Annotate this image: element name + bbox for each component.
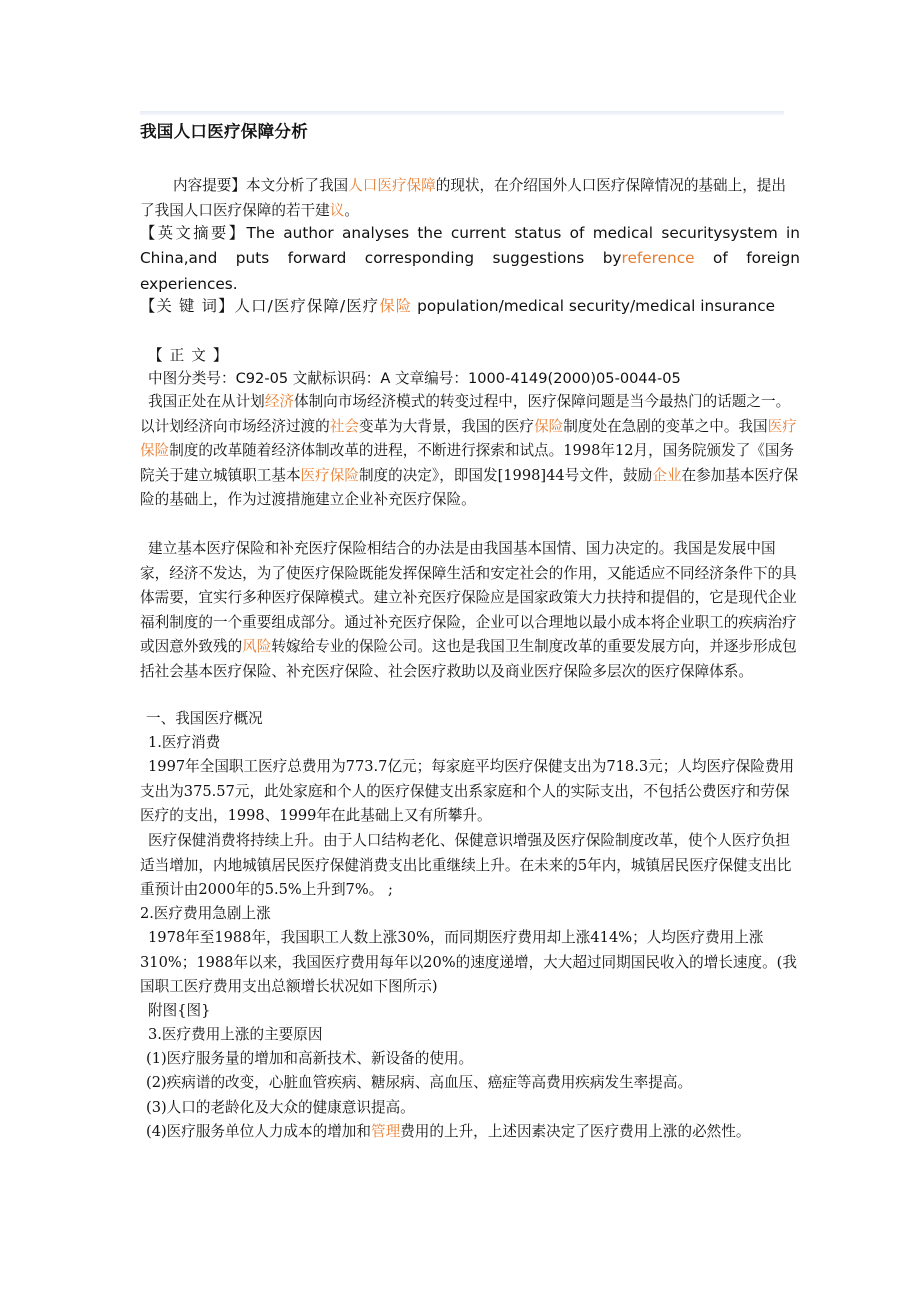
link-medical-insurance[interactable]: 医疗保险: [140, 417, 797, 460]
reason-1: (1)医疗服务量的增加和高新技术、新设备的使用。: [146, 1050, 474, 1067]
reason-2: (2)疾病谱的改变，心脏血管疾病、糖尿病、高血压、癌症等高费用疾病发生率提高。: [146, 1074, 693, 1091]
subheading-1: 1.医疗消费: [148, 734, 221, 751]
link-medical-insurance-2[interactable]: 医疗保险: [300, 466, 359, 484]
reason-4: (4)医疗服务单位人力成本的增加和管理费用的上升，上述因素决定了医疗费用上涨的必然性。: [146, 1123, 751, 1140]
abstract: 内容提要】本文分析了我国人口医疗保障的现状，在介绍国外人口医疗保障情况的基础上，提出了我国人口医疗保障的若干建议。: [140, 177, 786, 219]
english-abstract: 【英文摘要】The author analyses the current status of medical securitysystem in China,and puts forward corresponding suggestions byreference of foreign experiences.: [140, 224, 801, 293]
link-management[interactable]: 管理: [371, 1123, 401, 1140]
section-heading-1: 一、我国医疗概况: [146, 710, 263, 727]
classification-line: 中图分类号：C92-05 文献标识码：A 文章编号：1000-4149(2000)05-0044-05: [148, 370, 681, 387]
subheading-2: 2.医疗费用急剧上涨: [140, 905, 271, 922]
link-reference[interactable]: reference: [621, 249, 695, 268]
link-enterprise[interactable]: 企业: [652, 466, 682, 484]
paragraph-3: 1997年全国职工医疗总费用为773.7亿元；每家庭平均医疗保健支出为718.3元；人均医疗保险费用支出为375.57元，此处家庭和个人的医疗保健支出系家庭和个人的实际支出，不包括公费医疗和劳保医疗的支出，1998、1999年在此基础上又有所攀升。: [140, 758, 795, 825]
top-divider: [140, 111, 784, 115]
body-heading: 【 正 文 】: [148, 347, 229, 364]
link-suggestion[interactable]: 议: [329, 201, 345, 219]
link-insurance-2[interactable]: 保险: [534, 417, 564, 435]
keywords: 【关 键 词】人口/医疗保障/医疗保险 population/medical security/medical insurance: [140, 297, 776, 315]
paragraph-4: 医疗保健消费将持续上升。由于人口结构老化、保健意识增强及医疗保险制度改革，使个人医疗负担适当增加，内地城镇居民医疗保健消费支出比重继续上升。在未来的5年内，城镇居民医疗保健支出比重预计由2000年的5.5%上升到7%。 ;: [140, 832, 792, 899]
figure-reference: 附图{图}: [148, 1002, 211, 1019]
link-society[interactable]: 社会: [329, 417, 359, 435]
paragraph-5: 1978年至1988年，我国职工人数上涨30%，而同期医疗费用却上涨414%；人均医疗费用上涨310%；1988年以来，我国医疗费用每年以20%的速度递增，大大超过同期国民收入的增长速度。(我国职工医疗费用支出总额增长状况如下图所示): [140, 929, 797, 996]
link-risk[interactable]: 风险: [242, 638, 272, 656]
article-title: 我国人口医疗保障分析: [140, 122, 308, 141]
link-economy[interactable]: 经济: [264, 393, 294, 410]
reason-3: (3)人口的老龄化及大众的健康意识提高。: [146, 1099, 415, 1116]
link-insurance[interactable]: 保险: [379, 297, 413, 315]
paragraph-1: 我国正处在从计划经济体制向市场经济模式的转变过程中，医疗保障问题是当今最热门的话题之一。以计划经济向市场经济过渡的社会变革为大背景，我国的医疗保险制度处在急剧的变革之中。我国医疗保险制度的改革随着经济体制改革的进程，不断进行探索和试点。1998年12月，国务院颁发了《国务院关于建立城镇职工基本医疗保险制度的决定》，即国发[1998]44号文件，鼓励企业在参加基本医疗保险的基础上，作为过渡措施建立企业补充医疗保险。: [140, 393, 799, 509]
paragraph-2: 建立基本医疗保险和补充医疗保险相结合的办法是由我国基本国情、国力决定的。我国是发展中国家，经济不发达，为了使医疗保险既能发挥保障生活和安定社会的作用，又能适应不同经济条件下的具体需要，宜实行多种医疗保障模式。建立补充医疗保险应是国家政策大力扶持和提倡的，它是现代企业福利制度的一个重要组成部分。通过补充医疗保险，企业可以合理地以最小成本将企业职工的疾病治疗或因意外致残的风险转嫁给专业的保险公司。这也是我国卫生制度改革的重要发展方向，并逐步形成包括社会基本医疗保险、补充医疗保险、社会医疗救助以及商业医疗保险多层次的医疗保障体系。: [140, 540, 797, 680]
link-population-medical-security[interactable]: 人口医疗保障: [348, 177, 436, 194]
subheading-3: 3.医疗费用上涨的主要原因: [148, 1026, 323, 1043]
